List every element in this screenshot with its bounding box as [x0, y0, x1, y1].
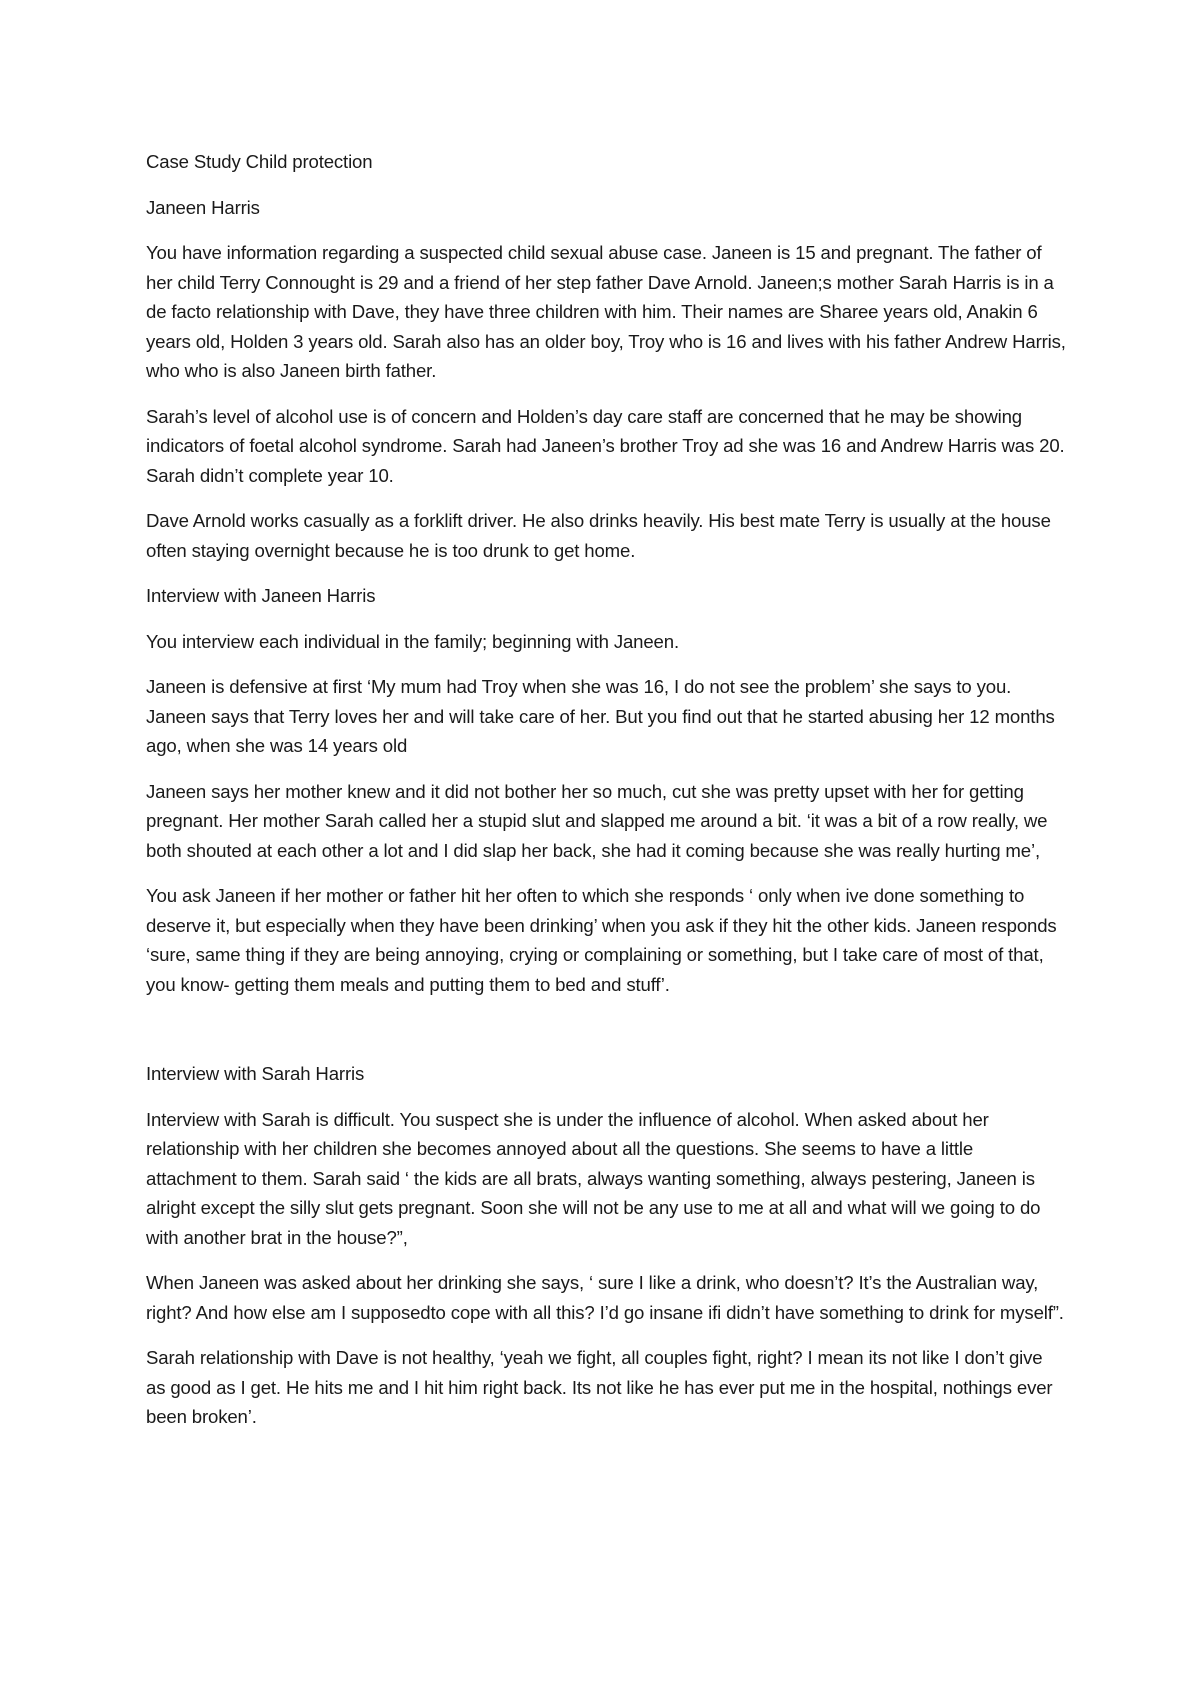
document-body: [146, 147, 1066, 1448]
intro-paragraph: You have information regarding a suspected child sexual abuse case. Janeen is 15 and pregnant. The father of her child Terry Connought is 29 and a friend of her step father Dave Arnold. Janeen;s mother Sarah Harris is in a de facto relationship with Dave, they have three children with him. Their names are Sharee years old, Anakin 6 years old, Holden 3 years old. Sarah also has an older boy, Troy who is 16 and lives with his father Andrew Harris, who who is also Janeen birth father.: [146, 242, 1066, 381]
document-title: Case Study Child protection: [146, 151, 373, 172]
sarah-interview-paragraph: Sarah relationship with Dave is not healthy, ‘yeah we fight, all couples fight, right? I mean its not like I don’t give as good as I get. He hits me and I hit him right back. Its not like he has ever put me in the hospital, nothings ever been broken’.: [146, 1347, 1053, 1427]
intro-paragraph: Dave Arnold works casually as a forklift driver. He also drinks heavily. His best mate Terry is usually at the house often staying overnight because he is too drunk to get home.: [146, 510, 1051, 561]
sarah-interview-paragraph: When Janeen was asked about her drinking she says, ‘ sure I like a drink, who doesn’t? It’s the Australian way, right? And how else am I supposedto cope with all this? I’d go insane ifi didn’t have something to drink for myself”.: [146, 1272, 1064, 1323]
section-spacer: [146, 1015, 1066, 1059]
section-heading-janeen-interview: Interview with Janeen Harris: [146, 585, 376, 606]
intro-paragraph: Sarah’s level of alcohol use is of concern and Holden’s day care staff are concerned that he may be showing indicators of foetal alcohol syndrome. Sarah had Janeen’s brother Troy ad she was 16 and Andrew Harris was 20. Sarah didn’t complete year 10.: [146, 405, 1065, 486]
janeen-interview-paragraph: You ask Janeen if her mother or father hit her often to which she responds ‘ only when ive done something to deserve it, but especially when they have been drinking’ when you ask if they hit the other kids. Janeen responds ‘sure, same thing if they are being annoying, crying or complaining or something, but I take care of most of that, you know- getting them meals and putting them to bed and stuff’.: [146, 885, 1057, 995]
janeen-interview-paragraph: You interview each individual in the family; beginning with Janeen.: [146, 630, 679, 652]
document-subject: Janeen Harris: [146, 196, 260, 218]
sarah-interview-paragraph: Interview with Sarah is difficult. You suspect she is under the influence of alcohol. When asked about her relationship with her children she becomes annoyed about all the questions. She seems to have a little attachment to them. Sarah said ‘ the kids are all brats, always wanting something, always pestering, Janeen is alright except the silly slut gets pregnant. Soon she will not be any use to me at all and what will we going to do with another brat in the house?”,: [146, 1108, 1041, 1248]
janeen-interview-paragraph: Janeen says her mother knew and it did not bother her so much, cut she was pretty upset with her for getting pregnant. Her mother Sarah called her a stupid slut and slapped me around a bit. ‘it was a bit of a row really, we both shouted at each other a lot and I did slap her back, she had it coming because she was really hurting me’,: [146, 780, 1048, 861]
section-heading-sarah-interview: Interview with Sarah Harris: [146, 1063, 365, 1084]
janeen-interview-paragraph: Janeen is defensive at first ‘My mum had Troy when she was 16, I do not see the problem’ she says to you. Janeen says that Terry loves her and will take care of her. But you find out that he started abusing her 12 months ago, when she was 14 years old: [146, 676, 1055, 756]
